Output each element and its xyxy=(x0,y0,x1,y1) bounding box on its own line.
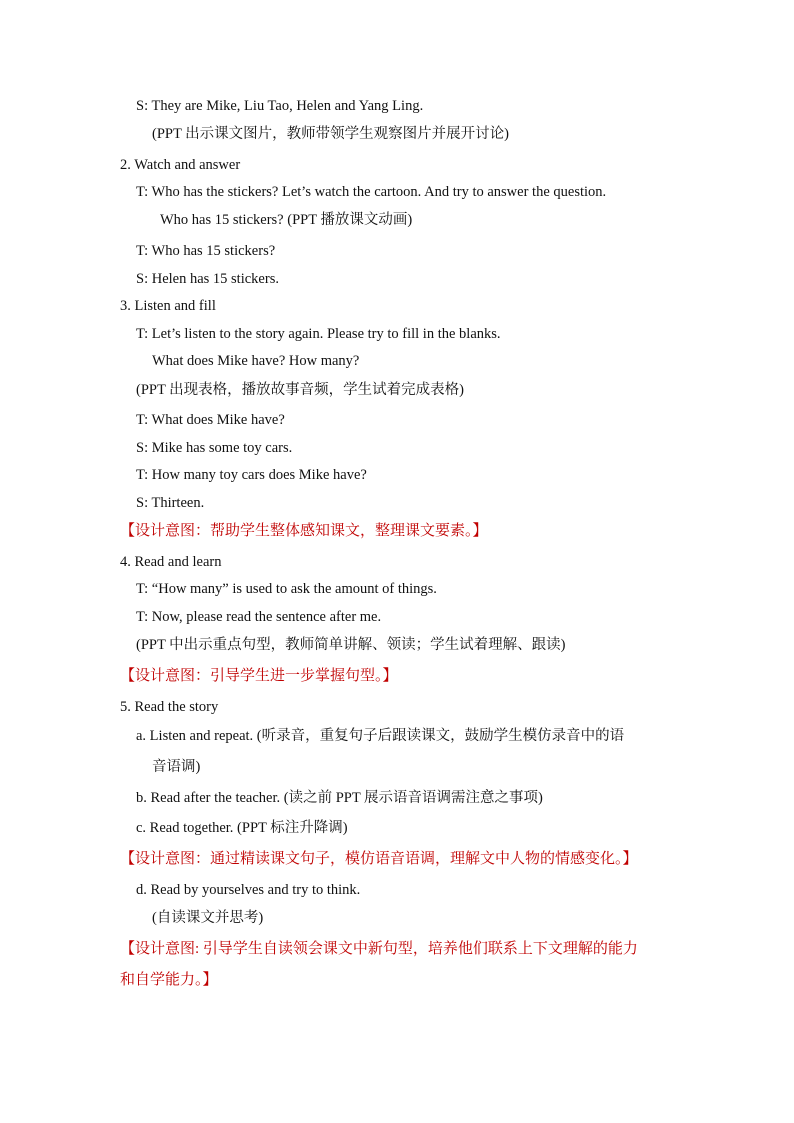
ppt-note: (PPT 出现表格，播放故事音频，学生试着完成表格) xyxy=(136,382,465,398)
ppt-note: (PPT 出示课文图片，教师带领学生观察图片并展开讨论) xyxy=(152,126,510,142)
activity-line: d. Read by yourselves and try to think. xyxy=(136,882,361,898)
dialogue-line: T: Who has the stickers? Let’s watch the cartoon. And try to answer the question. xyxy=(136,184,607,200)
section-heading-read-and-learn: 4. Read and learn xyxy=(120,554,222,570)
dialogue-line: T: How many toy cars does Mike have? xyxy=(136,467,367,483)
dialogue-line: T: Who has 15 stickers? xyxy=(136,243,276,259)
dialogue-line: S: Mike has some toy cars. xyxy=(136,440,293,456)
dialogue-line: T: Let’s listen to the story again. Please try to fill in the blanks. xyxy=(136,326,501,342)
design-intent-note: 和自学能力。】 xyxy=(120,972,218,988)
activity-line: a. Listen and repeat. (听录音，重复句子后跟读课文，鼓励学生模仿录音中的语 xyxy=(136,728,625,744)
activity-line: c. Read together. (PPT 标注升降调) xyxy=(136,820,348,836)
dialogue-line: T: Now, please read the sentence after me. xyxy=(136,609,382,625)
activity-line: b. Read after the teacher. (读之前 PPT 展示语音语调需注意之事项) xyxy=(136,790,543,806)
design-intent-note: 【设计意图：通过精读课文句子，模仿语音语调，理解文中人物的情感变化。】 xyxy=(120,851,638,867)
dialogue-line: S: Thirteen. xyxy=(136,495,205,511)
dialogue-line: T: What does Mike have? xyxy=(136,412,285,428)
ppt-note: (PPT 中出示重点句型，教师简单讲解、领读；学生试着理解、跟读) xyxy=(136,637,566,653)
section-heading-listen-and-fill: 3. Listen and fill xyxy=(120,298,216,314)
design-intent-note: 【设计意图：引导学生进一步掌握句型。】 xyxy=(120,668,398,684)
dialogue-line: T: “How many” is used to ask the amount of things. xyxy=(136,581,437,597)
design-intent-note: 【设计意图：帮助学生整体感知课文，整理课文要素。】 xyxy=(120,523,488,539)
section-heading-read-the-story: 5. Read the story xyxy=(120,699,219,715)
activity-line: (自读课文并思考) xyxy=(152,910,264,926)
section-heading-watch-and-answer: 2. Watch and answer xyxy=(120,157,241,173)
dialogue-line: Who has 15 stickers? (PPT 播放课文动画) xyxy=(160,212,413,228)
dialogue-line: What does Mike have? How many? xyxy=(152,353,360,369)
dialogue-line: S: Helen has 15 stickers. xyxy=(136,271,279,287)
dialogue-line: S: They are Mike, Liu Tao, Helen and Yang Ling. xyxy=(136,98,424,114)
design-intent-note: 【设计意图: 引导学生自读领会课文中新句型，培养他们联系上下文理解的能力 xyxy=(120,941,638,957)
activity-line: 音语调) xyxy=(152,759,201,775)
